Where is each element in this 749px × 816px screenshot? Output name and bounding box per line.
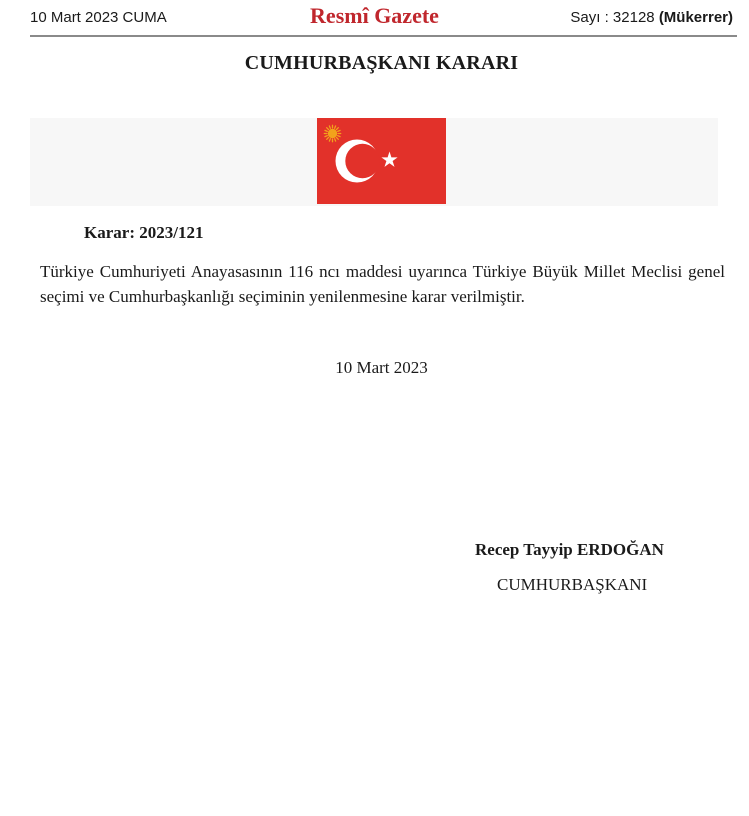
seal-ray [338, 130, 340, 131]
signer-name: Recep Tayyip ERDOĞAN [475, 540, 664, 559]
seal-ray [325, 136, 327, 137]
presidential-seal-icon [324, 125, 340, 141]
turkish-flag-icon [317, 118, 446, 204]
decision-body: Türkiye Cumhuriyeti Anayasasının 116 ncı maddesi uyarınca Türkiye Büyük Millet Meclisi genel seçimi ve Cumhurbaşkanlığı seçiminin yenilenmesine karar verilmiştir. [40, 262, 725, 306]
gazette-header [0, 0, 749, 36]
seal-ray [335, 126, 336, 128]
issue-note: (Mükerrer) [658, 9, 733, 26]
header-divider [30, 35, 737, 37]
flag-crescent-inner [345, 144, 379, 178]
seal-ray [329, 126, 330, 128]
issue-date: 10 Mart 2023 CUMA [30, 9, 167, 26]
seal-ray [329, 139, 330, 141]
issue-number-label: Sayı : 32128 [570, 9, 655, 26]
signer-title: CUMHURBAŞKANI [497, 575, 648, 594]
seal-ray [335, 139, 336, 141]
document-type: CUMHURBAŞKANI KARARI [244, 52, 519, 74]
decision-date: 10 Mart 2023 [335, 358, 428, 377]
seal-ray [325, 130, 327, 131]
gazette-title: Resmî Gazete [310, 3, 439, 28]
decision-number: Karar: 2023/121 [84, 223, 204, 242]
seal-ray [338, 136, 340, 137]
issue-number [570, 9, 733, 26]
